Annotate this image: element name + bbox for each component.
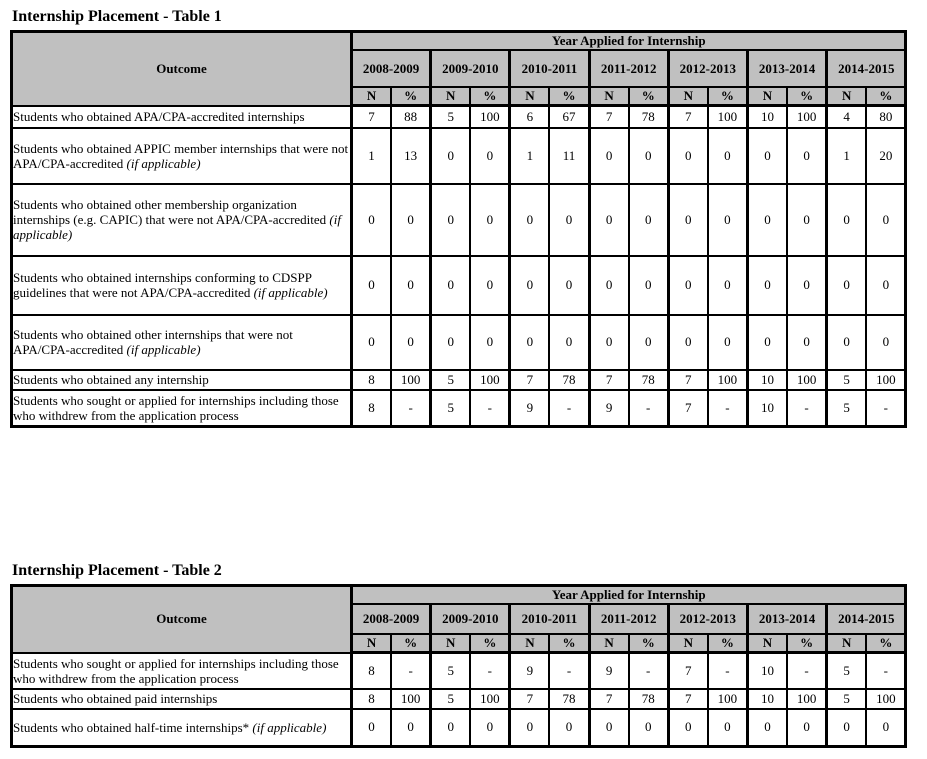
value-cell: 5 [431,390,471,427]
value-cell: 9 [510,390,550,427]
value-cell: - [708,653,748,689]
year-column-header: 2010-2011 [510,50,589,87]
value-cell: 0 [391,184,431,256]
n-column-header: N [827,634,867,653]
value-cell: 7 [589,370,629,390]
value-cell: 0 [589,709,629,747]
value-cell: 0 [510,256,550,315]
percent-column-header: % [549,634,589,653]
value-cell: 5 [431,653,471,689]
outcome-text-italic: (if applicable) [253,285,328,300]
value-cell: 100 [391,689,431,709]
value-cell: - [470,390,510,427]
value-cell: 0 [708,709,748,747]
value-cell: 67 [549,106,589,128]
value-cell: - [549,653,589,689]
value-cell: 4 [827,106,867,128]
value-cell: 0 [352,256,392,315]
year-column-header: 2008-2009 [352,50,431,87]
percent-column-header: % [866,87,906,106]
value-cell: 10 [747,370,787,390]
value-cell: 0 [391,256,431,315]
value-cell: 0 [431,128,471,184]
table-row [12,256,906,315]
value-cell: 0 [827,315,867,370]
value-cell: 78 [549,370,589,390]
outcome-cell [12,653,352,689]
value-cell: 0 [549,184,589,256]
percent-column-header: % [866,634,906,653]
value-cell: 6 [510,106,550,128]
value-cell: 100 [787,106,827,128]
value-cell: 7 [668,106,708,128]
value-cell: 0 [431,184,471,256]
value-cell: - [470,653,510,689]
table-row [12,128,906,184]
value-cell: 5 [827,390,867,427]
value-cell: 0 [629,184,669,256]
value-cell: 7 [352,106,392,128]
table1-section [10,8,927,428]
value-cell: 11 [549,128,589,184]
value-cell: 8 [352,390,392,427]
n-column-header: N [668,634,708,653]
value-cell: 100 [866,689,906,709]
table-body [12,106,906,427]
value-cell: 0 [747,184,787,256]
table-row [12,315,906,370]
value-cell: 0 [352,709,392,747]
table-header [12,32,906,106]
table-row [12,106,906,128]
value-cell: 5 [827,370,867,390]
value-cell: 88 [391,106,431,128]
year-applied-header: Year Applied for Internship [352,586,906,605]
value-cell: 5 [827,689,867,709]
value-cell: 0 [787,128,827,184]
value-cell: 100 [470,689,510,709]
value-cell: 1 [510,128,550,184]
outcome-text: Students who obtained paid internships [13,691,218,706]
value-cell: 0 [708,184,748,256]
value-cell: 0 [827,256,867,315]
value-cell: 10 [747,689,787,709]
year-column-header: 2010-2011 [510,604,589,634]
value-cell: 0 [352,184,392,256]
value-cell: 0 [549,315,589,370]
outcome-text: Students who obtained half-time internships* [13,719,250,735]
value-cell: 0 [747,256,787,315]
value-cell: 0 [391,315,431,370]
percent-column-header: % [708,87,748,106]
value-cell: 9 [510,653,550,689]
percent-column-header: % [787,87,827,106]
outcome-cell [12,256,352,315]
value-cell: 0 [589,315,629,370]
value-cell: 0 [787,315,827,370]
value-cell: - [787,653,827,689]
outcome-text: Students who obtained other membership organization internships (e.g. CAPIC) that were not APA/CPA-accredited [13,197,327,227]
internship-placement-table-2 [10,584,907,748]
value-cell: 7 [510,370,550,390]
value-cell: 100 [708,689,748,709]
table1-title: Internship Placement - Table 1 [12,8,222,25]
value-cell: - [391,390,431,427]
table-row [12,184,906,256]
value-cell: 7 [668,370,708,390]
value-cell: 100 [708,106,748,128]
value-cell: 1 [827,128,867,184]
value-cell: 5 [827,653,867,689]
value-cell: 78 [629,370,669,390]
percent-column-header: % [470,634,510,653]
header-row-group [12,32,906,51]
value-cell: 78 [629,689,669,709]
table-header [12,586,906,653]
outcome-text: Students who obtained APPIC member internships that were not APA/CPA-accredited [13,140,349,171]
value-cell: 0 [629,256,669,315]
n-column-header: N [668,87,708,106]
outcome-cell [12,709,352,747]
value-cell: 7 [510,689,550,709]
table-row [12,709,906,747]
percent-column-header: % [629,634,669,653]
value-cell: 9 [589,653,629,689]
value-cell: 0 [668,315,708,370]
outcome-cell [12,315,352,370]
value-cell: 0 [827,709,867,747]
value-cell: 8 [352,653,392,689]
outcome-text-italic: (if applicable) [252,719,327,735]
value-cell: 0 [391,709,431,747]
value-cell: 5 [431,689,471,709]
value-cell: 9 [589,390,629,427]
value-cell: 10 [747,106,787,128]
year-column-header: 2013-2014 [747,604,826,634]
value-cell: 0 [431,256,471,315]
outcome-column-header: Outcome [12,32,352,106]
value-cell: - [787,390,827,427]
value-cell: 0 [747,128,787,184]
percent-column-header: % [629,87,669,106]
year-column-header: 2011-2012 [589,50,668,87]
value-cell: 7 [668,390,708,427]
n-column-header: N [747,87,787,106]
n-column-header: N [589,634,629,653]
outcome-text: Students who obtained other internships that were not APA/CPA-accredited [13,327,293,357]
outcome-text: Students who sought or applied for internships including those who withdrew from the application process [13,655,339,686]
year-column-header: 2012-2013 [668,50,747,87]
value-cell: 8 [352,689,392,709]
value-cell: 5 [431,370,471,390]
percent-column-header: % [391,87,431,106]
value-cell: 5 [431,106,471,128]
value-cell: - [391,653,431,689]
value-cell: - [866,390,906,427]
year-column-header: 2009-2010 [431,50,510,87]
value-cell: 0 [787,184,827,256]
value-cell: 0 [510,184,550,256]
outcome-text: Students who obtained any internship [13,372,209,387]
value-cell: 20 [866,128,906,184]
percent-column-header: % [708,634,748,653]
value-cell: 100 [787,689,827,709]
outcome-text: Students who obtained APA/CPA-accredited internships [13,109,305,124]
n-column-header: N [352,634,392,653]
table-row [12,689,906,709]
n-column-header: N [589,87,629,106]
value-cell: 0 [787,709,827,747]
value-cell: 78 [549,689,589,709]
value-cell: 100 [866,370,906,390]
value-cell: 0 [589,128,629,184]
value-cell: 0 [470,315,510,370]
outcome-cell [12,184,352,256]
value-cell: 0 [470,184,510,256]
table2-title: Internship Placement - Table 2 [12,562,222,579]
value-cell: 0 [747,709,787,747]
table-row [12,370,906,390]
value-cell: 7 [589,106,629,128]
year-column-header: 2011-2012 [589,604,668,634]
value-cell: 80 [866,106,906,128]
value-cell: 10 [747,653,787,689]
percent-column-header: % [549,87,589,106]
value-cell: 100 [470,106,510,128]
value-cell: 0 [589,184,629,256]
outcome-text: Students who sought or applied for internships including those who withdrew from the application process [13,392,339,423]
percent-column-header: % [391,634,431,653]
value-cell: 7 [589,689,629,709]
value-cell: 1 [352,128,392,184]
percent-column-header: % [787,634,827,653]
n-column-header: N [747,634,787,653]
value-cell: 0 [708,256,748,315]
value-cell: - [549,390,589,427]
value-cell: 0 [668,128,708,184]
table2-section [10,562,927,748]
value-cell: 10 [747,390,787,427]
value-cell: - [866,653,906,689]
year-column-header: 2012-2013 [668,604,747,634]
value-cell: 0 [787,256,827,315]
n-column-header: N [510,634,550,653]
outcome-cell [12,106,352,128]
value-cell: 0 [549,709,589,747]
outcome-text: Students who obtained internships conforming to CDSPP guidelines that were not APA/CPA-accredited [13,270,312,300]
percent-column-header: % [470,87,510,106]
value-cell: 0 [747,315,787,370]
outcome-column-header: Outcome [12,586,352,653]
value-cell: 7 [668,653,708,689]
value-cell: 100 [787,370,827,390]
n-column-header: N [510,87,550,106]
value-cell: 0 [431,315,471,370]
value-cell: 0 [470,256,510,315]
year-column-header: 2008-2009 [352,604,431,634]
value-cell: 0 [629,128,669,184]
n-column-header: N [431,634,471,653]
outcome-cell [12,689,352,709]
year-column-header: 2014-2015 [827,604,906,634]
table-row [12,390,906,427]
value-cell: 7 [668,689,708,709]
value-cell: 0 [470,128,510,184]
outcome-text-italic: (if applicable) [126,155,201,171]
value-cell: 0 [668,184,708,256]
value-cell: 0 [510,709,550,747]
value-cell: 0 [510,315,550,370]
value-cell: 0 [589,256,629,315]
value-cell: - [629,390,669,427]
value-cell: 100 [470,370,510,390]
value-cell: 0 [629,709,669,747]
value-cell: 0 [866,315,906,370]
value-cell: 0 [431,709,471,747]
value-cell: 0 [827,184,867,256]
value-cell: 0 [352,315,392,370]
value-cell: 0 [549,256,589,315]
value-cell: 0 [866,184,906,256]
n-column-header: N [352,87,392,106]
value-cell: 0 [668,256,708,315]
year-applied-header: Year Applied for Internship [352,32,906,51]
value-cell: 100 [708,370,748,390]
year-column-header: 2013-2014 [747,50,826,87]
value-cell: 8 [352,370,392,390]
internship-placement-table-1 [10,30,907,428]
header-row-group [12,586,906,605]
table-row [12,653,906,689]
value-cell: 0 [668,709,708,747]
year-column-header: 2009-2010 [431,604,510,634]
outcome-cell [12,370,352,390]
value-cell: 100 [391,370,431,390]
n-column-header: N [431,87,471,106]
value-cell: - [708,390,748,427]
value-cell: 13 [391,128,431,184]
outcome-text-italic: (if applicable) [126,342,201,357]
year-column-header: 2014-2015 [827,50,906,87]
value-cell: 0 [866,256,906,315]
outcome-text-italic: (if applicable) [13,212,341,242]
value-cell: 0 [470,709,510,747]
n-column-header: N [827,87,867,106]
outcome-cell [12,128,352,184]
value-cell: 0 [866,709,906,747]
value-cell: 0 [708,128,748,184]
value-cell: 0 [708,315,748,370]
outcome-cell [12,390,352,427]
value-cell: - [629,653,669,689]
value-cell: 0 [629,315,669,370]
value-cell: 78 [629,106,669,128]
table-body [12,653,906,747]
